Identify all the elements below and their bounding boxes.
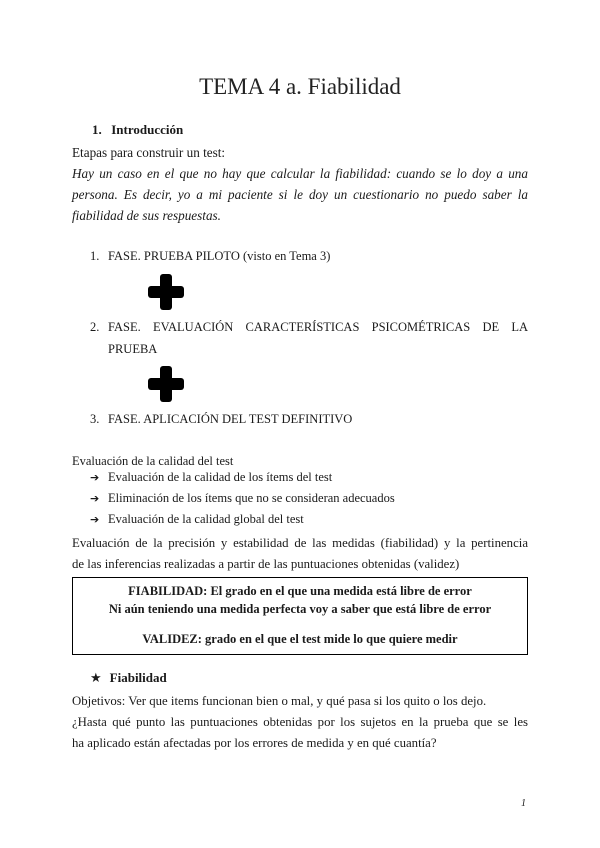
phase-line <box>90 316 528 338</box>
italic-note <box>72 163 528 226</box>
phase-1 <box>90 245 528 267</box>
italic-line: fiabilidad de sus respuestas. <box>72 208 221 223</box>
question-line: ¿Hasta qué punto las puntuaciones obtenidas por los sujetos en la prueba que se les <box>72 715 528 729</box>
fiabilidad-heading <box>90 670 167 686</box>
phase-text: FASE. PRUEBA PILOTO (visto en Tema 3) <box>108 249 331 263</box>
precision-paragraph <box>72 533 528 575</box>
phase-number: 2. <box>90 320 100 334</box>
list-item <box>90 470 332 485</box>
plus-icon <box>148 274 184 310</box>
box-line: VALIDEZ: grado en el que el test mide lo que quiere medir <box>142 632 458 646</box>
box-line: Ni aún teniendo una medida perfecta voy a saber que está libre de error <box>108 602 492 616</box>
italic-line: persona. Es decir, yo a mi paciente si le doy un cuestionario no puedo saber la <box>72 187 528 202</box>
intro-text: Etapas para construir un test: <box>72 145 226 160</box>
objetivos-text: Objetivos: Ver que items funcionan bien o mal, y qué pasa si los quito o los dejo. <box>72 694 487 708</box>
question-paragraph <box>72 712 528 754</box>
list-item <box>90 512 304 527</box>
definition-box <box>72 577 528 655</box>
arrow-right-icon: ➔ <box>90 471 100 484</box>
question-line: ha aplicado están afectadas por los errores de medida y en qué cuantía? <box>72 736 437 750</box>
box-line: FIABILIDAD: El grado en el que una medida está libre de error <box>128 584 472 598</box>
list-item-text: Eliminación de los ítems que no se consideran adecuados <box>108 491 395 505</box>
eval-heading: Evaluación de la calidad del test <box>72 454 234 468</box>
list-item <box>90 491 395 506</box>
plus-icon <box>148 366 184 402</box>
phase-text-cont: PRUEBA <box>108 342 158 356</box>
arrow-right-icon: ➔ <box>90 513 100 526</box>
phase-text: FASE. EVALUACIÓN CARACTERÍSTICAS PSICOMÉTRICAS DE LA <box>108 320 528 334</box>
list-item-text: Evaluación de la calidad de los ítems del test <box>108 470 333 484</box>
phase-number: 3. <box>90 412 100 426</box>
phase-text: FASE. APLICACIÓN DEL TEST DEFINITIVO <box>108 412 353 426</box>
phase-number: 1. <box>90 249 100 263</box>
star-icon: ★ <box>90 671 102 686</box>
section-label: Introducción <box>111 122 184 137</box>
fiabilidad-label: Fiabilidad <box>109 670 167 685</box>
precision-line: de las inferencias realizadas a partir de las puntuaciones obtenidas (validez) <box>72 557 460 571</box>
phase-2 <box>90 316 528 360</box>
arrow-right-icon: ➔ <box>90 492 100 505</box>
page-title: TEMA 4 a. Fiabilidad <box>199 74 401 99</box>
phase-3 <box>90 408 528 430</box>
list-item-text: Evaluación de la calidad global del test <box>108 512 304 526</box>
italic-line: Hay un caso en el que no hay que calcular la fiabilidad: cuando se lo doy a una <box>72 166 528 181</box>
page-number: 1 <box>521 798 526 809</box>
precision-line: Evaluación de la precisión y estabilidad de las medidas (fiabilidad) y la pertinencia <box>72 536 528 550</box>
section-heading <box>92 122 183 138</box>
section-number: 1. <box>92 122 102 137</box>
